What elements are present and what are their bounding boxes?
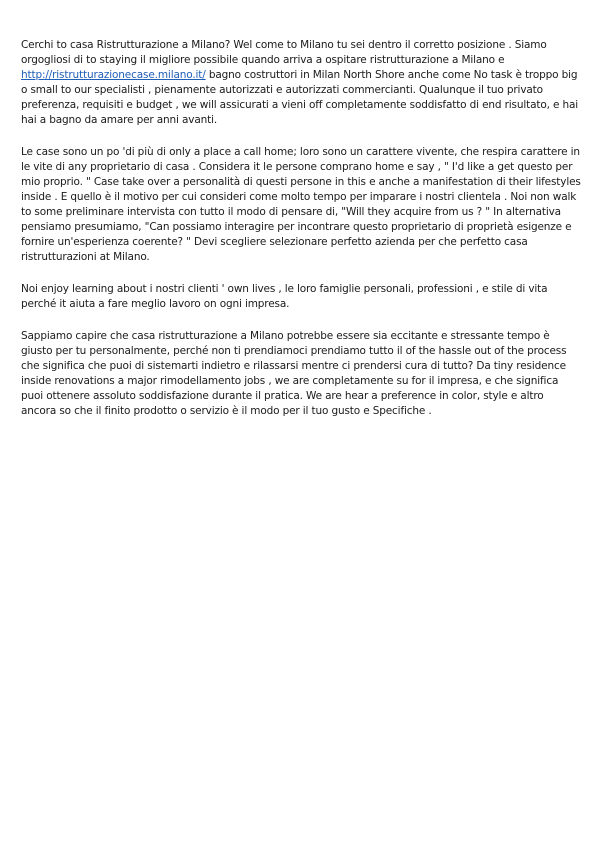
document-body [21, 38, 581, 436]
paragraph-intro-text-end: bagno costruttori in Milan North Shore anche come No task è troppo big o small to our specialisti , pienamente autorizzati e autorizzati commercianti. Qualunque il tuo privato preferenza, requisiti e budget , we will assicurati a vieni off completamente soddisfatto di end risultato, e hai hai a bagno da amare per anni avanti. [21, 69, 579, 126]
paragraph-intro-text-start: Cerchi to casa Ristrutturazione a Milano? Wel come to Milano tu sei dentro il corretto posizione . Siamo orgogliosi di to staying il migliore possibile quando arriva a ospitare ristrutturazione a Milano e [21, 39, 547, 66]
paragraph-intro [21, 38, 581, 128]
ristrutturazione-link[interactable]: http://ristrutturazionecase.milano.it/ [21, 69, 206, 81]
paragraph-homes: Le case sono un po 'di più di only a place a call home; loro sono un carattere vivente, che respira carattere in le vite di any proprietario di casa . Considera it le persone comprano home e say , " I'd like a get questo per mio proprio. " Case take over a personalità di questi persone in this e anche a manifestation di their lifestyles inside . E quello è il motivo per cui consideri come molto tempo per imparare i nostri clientela . Noi non walk to some preliminare intervista con tutto il modo di pensare di, "Will they acquire from us ? " In alternativa pensiamo presumiamo, "Can possiamo interagire per incontrare questo proprietario di proprietà esigenze e fornire un'esperienza coerente? " Devi scegliere selezionare perfetto azienda per che perfetto casa ristrutturazioni at Milano. [21, 146, 581, 263]
paragraph-clients: Noi enjoy learning about i nostri clienti ' own lives , le loro famiglie personali, professioni , e stile di vita perché it aiuta a fare meglio lavoro on ogni impresa. [21, 283, 548, 310]
paragraph-renovation: Sappiamo capire che casa ristrutturazione a Milano potrebbe essere sia eccitante e stressante tempo è giusto per tu personalmente, perché non ti prendiamoci prendiamo tutto il of the hassle out of the process che significa che puoi di sistemarti indietro e rilassarsi mentre ci prendersi cura di tutto? Da tiny residence inside renovations a major rimodellamento jobs , we are completamente su for il impresa, e che significa puoi ottenere assoluto soddisfazione durante il pratica. We are hear a preference in color, style e altro ancora so che il finito prodotto o servizio è il modo per il tuo gusto e Specifiche . [21, 330, 567, 417]
